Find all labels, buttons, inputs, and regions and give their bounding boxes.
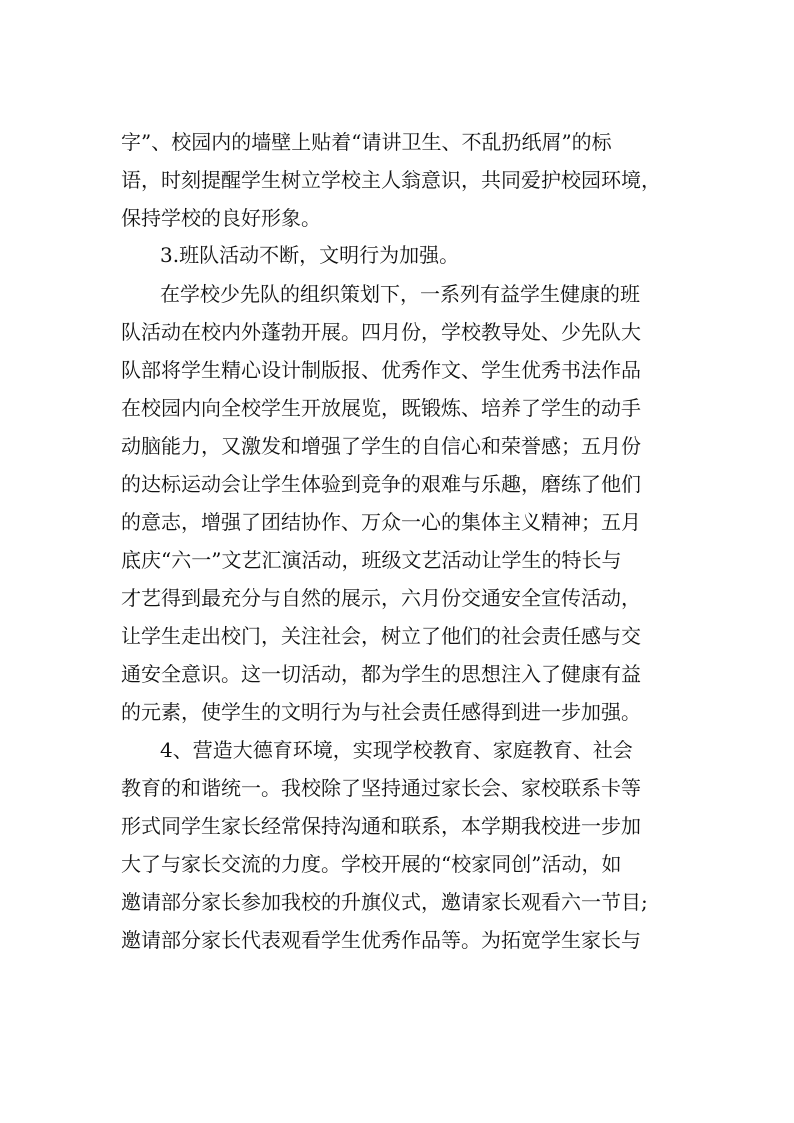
text-line: 字”、校园内的墙壁上贴着“请讲卫生、不乱扔纸屑”的标 [121,130,612,154]
text-line: 形式同学生家长经常保持沟通和联系，本学期我校进一步加 [121,814,641,838]
text-line: 的达标运动会让学生体验到竞争的艰难与乐趣，磨练了他们 [121,472,641,496]
text-line: 教育的和谐统一。我校除了坚持通过家长会、家校联系卡等 [121,776,641,800]
text-line: 队部将学生精心设计制版报、优秀作文、学生优秀书法作品 [121,358,641,382]
text-line: 通安全意识。这一切活动，都为学生的思想注入了健康有益 [121,662,641,686]
paragraph-first-line: 在学校少先队的组织策划下，一系列有益学生健康的班 [160,282,640,306]
text-line: 的意志，增强了团结协作、万众一心的集体主义精神；五月 [121,510,641,534]
text-line: 的元素，使学生的文明行为与社会责任感得到进一步加强。 [121,700,641,724]
text-line: 让学生走出校门，关注社会，树立了他们的社会责任感与交 [121,624,641,648]
text-line: 底庆“六一”文艺汇演活动，班级文艺活动让学生的特长与 [121,548,622,572]
text-line: 保持学校的良好形象。 [121,206,321,230]
text-line: 队活动在校内外蓬勃开展。四月份，学校教导处、少先队大 [121,320,641,344]
text-line: 邀请部分家长参加我校的升旗仪式，邀请家长观看六一节目; [121,890,648,914]
text-line: 大了与家长交流的力度。学校开展的“校家同创”活动，如 [121,852,622,876]
paragraph-first-line: 4、营造大德育环境，实现学校教育、家庭教育、社会 [160,738,633,762]
text-line: 邀请部分家长代表观看学生优秀作品等。为拓宽学生家长与 [121,928,641,952]
text-line: 动脑能力，又激发和增强了学生的自信心和荣誉感；五月份 [121,434,641,458]
text-line: 语，时刻提醒学生树立学校主人翁意识，共同爱护校园环境， [121,168,661,192]
section-heading: 3.班队活动不断，文明行为加强。 [160,243,460,267]
text-line: 在校园内向全校学生开放展览，既锻炼、培养了学生的动手 [121,396,641,420]
text-line: 才艺得到最充分与自然的展示，六月份交通安全宣传活动， [121,586,641,610]
